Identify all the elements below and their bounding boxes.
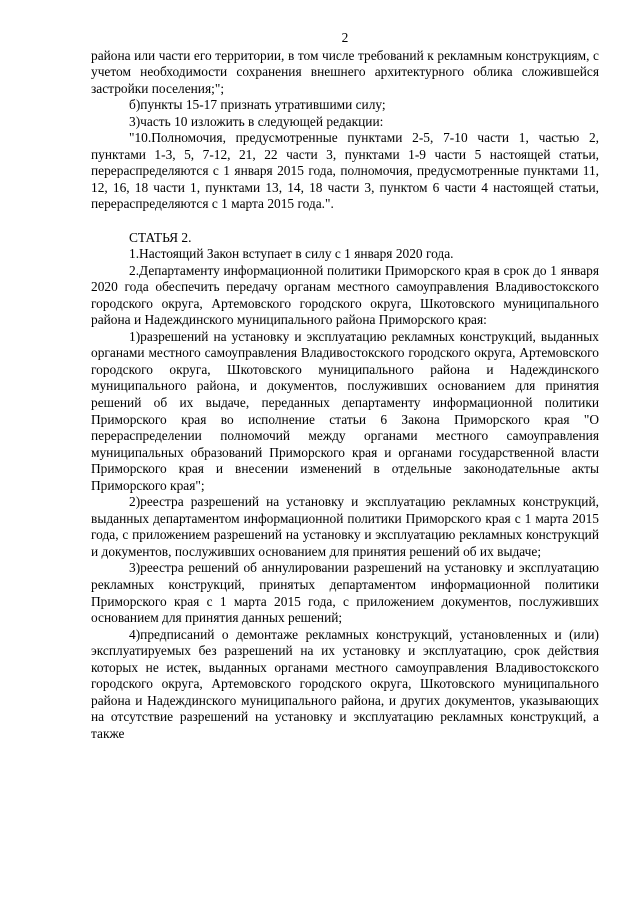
paragraph-subitem-2: 2)реестра разрешений на установку и эксплуатацию рекламных конструкций, выданных департаментом информационной политики Приморского края с 1 марта 2015 года, с приложением разрешений на установку и эксплуатацию рекламных конструкций и документов, послуживших основанием для принятия решений об их выдаче;	[91, 494, 599, 559]
paragraph-item-b: б)пункты 15-17 признать утратившими силу;	[129, 97, 386, 113]
paragraph-article-2-point-2: 2.Департаменту информационной политики Приморского края в срок до 1 января 2020 года обеспечить передачу органам местного самоуправления Владивостокского городского округа, Артемовского городского округа, Шкотовского муниципального района и Надеждинского муниципального района Приморского края:	[91, 262, 599, 328]
page-number: 2	[341, 30, 349, 45]
document-page	[91, 30, 599, 742]
paragraph-article-2-point-1: 1.Настоящий Закон вступает в силу с 1 января 2020 года.	[129, 246, 454, 262]
paragraph-subitem-3: 3)реестра решений об аннулировании разрешений на установку и эксплуатацию рекламных конструкций, принятых департаментом информационной политики Приморского края с 1 марта 2015 года, с приложением документов, послуживших основанием для принятия данных решений;	[91, 560, 599, 626]
paragraph-continuation: района или части его территории, в том числе требований к рекламным конструкциям, с учетом необходимости сохранения внешнего архитектурного облика сложившейся застройки поселения;";	[91, 47, 599, 96]
paragraph-subitem-1: 1)разрешений на установку и эксплуатацию рекламных конструкций, выданных органами местного самоуправления Владивостокского городского округа, Артемовского городского округа, Шкотовского муниципального района и Надеждинского муниципального района, и документов, послуживших основанием для принятия решений об их выдаче, переданных департаменту информационной политики Приморского края во исполнение статьи 6 Закона Приморского края "О перераспределении полномочий между органами местного самоуправления муниципальных образований Приморского края и органами государственной власти Приморского края и внесении изменений в отдельные законодательные акты Приморского края";	[91, 328, 599, 493]
paragraph-item-3: 3)часть 10 изложить в следующей редакции:	[129, 113, 384, 129]
article-heading: СТАТЬЯ 2.	[129, 229, 192, 245]
paragraph-subitem-4: 4)предписаний о демонтаже рекламных конструкций, установленных и (или) эксплуатируемых без разрешений на их установку и эксплуатацию, срок действия которых не истек, выданных органами местного самоуправления Владивостокского городского округа, Артемовского городского округа, Шкотовского муниципального района и Надеждинского муниципального района, и других документов, указывающих на отсутствие разрешений на установку и эксплуатацию рекламных конструкций, а также	[91, 626, 599, 741]
paragraph-quoted-part-10: "10.Полномочия, предусмотренные пунктами 2-5, 7-10 части 1, частью 2, пунктами 1-3, 5, 7-12, 21, 22 части 3, пунктами 1-9 части 5 настоящей статьи, перераспределяются с 1 января 2015 года, полномочия, предусмотренные пунктами 11, 12, 16, 18 части 1, пунктами 13, 14, 18 части 3, пунктом 6 части 4 настоящей статьи, перераспределяются с 1 марта 2015 года.".	[91, 130, 599, 212]
